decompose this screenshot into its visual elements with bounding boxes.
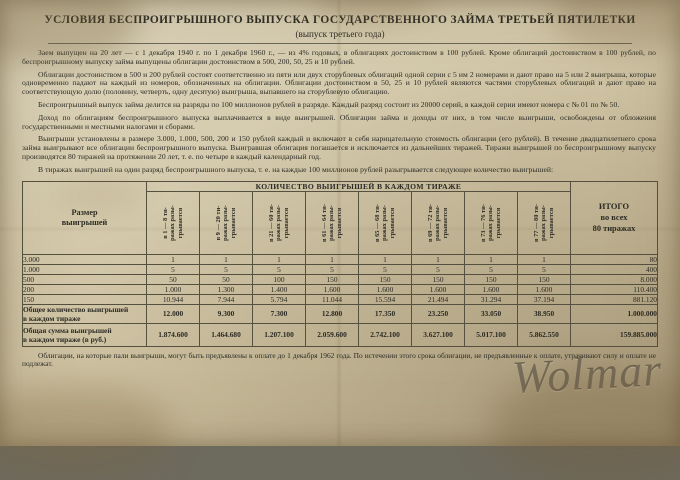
total-count-cell: 38.950 <box>518 304 571 323</box>
prize-count: 15.594 <box>359 294 412 304</box>
total-count-cell: 33.050 <box>465 304 518 323</box>
prize-size: 1.000 <box>23 264 147 274</box>
draw-range-line: в 1 — 8 ти- <box>161 206 169 239</box>
total-sum-cell: 5.862.550 <box>518 323 571 346</box>
prize-count: 1 <box>518 254 571 264</box>
prize-count: 5 <box>518 264 571 274</box>
total-sum-cell: 2.059.600 <box>306 323 359 346</box>
prize-count: 31.294 <box>465 294 518 304</box>
prize-count: 1.300 <box>200 284 253 294</box>
draw-range-line: ражах разы- <box>275 204 283 241</box>
total-count-cell: 17.350 <box>359 304 412 323</box>
paragraph: Выигрыши установлены в размере 3.000, 1.000, 500, 200 и 150 рублей каждый и включают в себя нарицательную стоимость облигации (его рублей). В течение двадцатилетнего срока займа выигрывают все облигации беспроигрышного выпуска. Выигравшая облигация погашается и исключается из дальнейших тиражей. Тиражи выигрышей по беспроигрышному выпуску производятся 80 тиражей на протяжении 20 лет, т. е. по четыре в каждый календарный год. <box>22 134 656 161</box>
prize-count: 1 <box>200 254 253 264</box>
draw-range-line: в 61 — 64 ти- <box>320 203 328 242</box>
draw-range-header-8 <box>518 191 571 254</box>
prize-count: 5 <box>412 264 465 274</box>
prize-size-header-line2: выигрышей <box>61 217 108 227</box>
prize-count: 1 <box>465 254 518 264</box>
draw-range-line: ражах разы- <box>540 204 548 241</box>
prize-count: 1.600 <box>359 284 412 294</box>
total-header-line1: ИТОГО <box>598 202 630 212</box>
draw-range-line: ражах разы- <box>434 204 442 241</box>
total-count-cell: 23.250 <box>412 304 465 323</box>
table-row <box>23 254 658 264</box>
draw-range-line: ражах разы- <box>487 204 495 241</box>
draw-range-line: грывается <box>441 207 449 238</box>
draw-range-header-6 <box>412 191 465 254</box>
document-title: УСЛОВИЯ БЕСПРОИГРЫШНОГО ВЫПУСКА ГОСУДАРСТВЕННОГО ЗАЙМА ТРЕТЬЕЙ ПЯТИЛЕТКИ <box>44 14 636 26</box>
draw-range-line: в 9 — 20 ти- <box>214 205 222 240</box>
total-count-cell: 12.800 <box>306 304 359 323</box>
draw-range-line: ражах разы- <box>328 204 336 241</box>
total-count-label-line2: в каждом тираже <box>23 313 81 323</box>
prize-count: 1 <box>359 254 412 264</box>
table-row <box>23 284 658 294</box>
prize-count: 1 <box>306 254 359 264</box>
draw-range-header-7 <box>465 191 518 254</box>
prize-table <box>22 181 658 347</box>
prize-total: 400 <box>571 264 658 274</box>
prize-count: 5 <box>465 264 518 274</box>
paragraph: Заем выпущен на 20 лет — с 1 декабря 1940 г. по 1 декабря 1960 г., — из 4% годовых, в облигациях достоинством в 100 рублей. Кроме облигаций достоинством в 100 рублей, по беспроигрышному выпуску займа выпущены облигации достоинством в 500, 200, 50, 25 и 10 рублей. <box>22 48 656 66</box>
total-sum-cell: 3.627.100 <box>412 323 465 346</box>
draw-range-line: в 73 — 76 ти- <box>479 203 487 242</box>
prize-count: 1.600 <box>518 284 571 294</box>
prize-count: 1 <box>412 254 465 264</box>
prize-count: 150 <box>306 274 359 284</box>
total-header <box>571 181 658 254</box>
prize-count: 5 <box>306 264 359 274</box>
total-sum-cell: 1.874.600 <box>147 323 200 346</box>
total-header-line3: 80 тиражах <box>592 224 636 234</box>
prize-total: 881.120 <box>571 294 658 304</box>
draw-range-line: грывается <box>388 207 396 238</box>
total-sum-cell: 5.017.100 <box>465 323 518 346</box>
footnote-text: Облигации, на которые пали выигрыши, могут быть предъявлены к оплате до 1 декабря 1962 года. По истечении этого срока облигации, не предъявленные к оплате, утрачивают силу и оплате не подлежат. <box>22 350 656 369</box>
title-divider <box>48 43 632 44</box>
total-sum-label-line1: Общая сумма выигрышей <box>23 325 112 335</box>
prize-size-header-line1: Размер <box>71 207 98 217</box>
prize-count: 1 <box>147 254 200 264</box>
prize-size: 150 <box>23 294 147 304</box>
draw-range-line: в 69 — 72 ти- <box>426 203 434 242</box>
prize-count: 5 <box>147 264 200 274</box>
prize-total: 80 <box>571 254 658 264</box>
prize-total: 8.000 <box>571 274 658 284</box>
draw-range-line: ражах разы- <box>381 204 389 241</box>
draw-range-header-2 <box>200 191 253 254</box>
prize-count: 1.000 <box>147 284 200 294</box>
table-row <box>23 274 658 284</box>
prize-count: 150 <box>518 274 571 284</box>
total-sum-label <box>23 323 147 346</box>
total-sum-cell: 2.742.100 <box>359 323 412 346</box>
intro-text-block <box>22 49 656 175</box>
paragraph: Беспроигрышный выпуск займа делится на разряды по 100 миллионов рублей в разряде. Каждый разряд состоит из 20000 серий, в каждой серии имеют номера с № 01 по № 50. <box>38 99 620 109</box>
prize-count: 1.600 <box>412 284 465 294</box>
draw-range-line: грывается <box>494 207 502 238</box>
prize-count: 5 <box>359 264 412 274</box>
total-sum-cell: 1.207.100 <box>253 323 306 346</box>
document-body <box>14 10 666 438</box>
total-count-label <box>23 304 147 323</box>
prize-count: 5 <box>200 264 253 274</box>
total-count-cell: 9.300 <box>200 304 253 323</box>
prize-count: 11.044 <box>306 294 359 304</box>
total-count-cell: 12.000 <box>147 304 200 323</box>
prize-count: 5 <box>253 264 306 274</box>
draw-range-line: грывается <box>176 207 184 238</box>
total-sum-row <box>23 323 658 346</box>
prize-count: 100 <box>253 274 306 284</box>
paragraph: Доход по облигациям беспроигрышного выпуска выплачивается в виде выигрышей. Облигации займа и доходы от них, в том числе выигрыши, освобождены от обложения государственными и местными налогами и сборами. <box>22 112 656 131</box>
draw-range-line: в 21 — 60 ти- <box>267 203 275 242</box>
draw-range-header-3 <box>253 191 306 254</box>
prize-count: 150 <box>412 274 465 284</box>
prize-count: 1.600 <box>465 284 518 294</box>
draw-range-header-4 <box>306 191 359 254</box>
document-subtitle: (выпуск третьего года) <box>295 29 385 39</box>
footnote-block <box>22 352 656 369</box>
draw-range-header-5 <box>359 191 412 254</box>
paragraph: В тиражах выигрышей на один разряд беспроигрышного выпуска, т. е. на каждые 100 миллионов рублей разыгрывается следующее количество выигрышей: <box>38 164 554 174</box>
prize-count: 50 <box>200 274 253 284</box>
draw-range-line: ражах разы- <box>169 204 177 241</box>
prize-count: 50 <box>147 274 200 284</box>
prize-count: 21.494 <box>412 294 465 304</box>
prize-count: 1.400 <box>253 284 306 294</box>
total-sum-cell: 1.464.680 <box>200 323 253 346</box>
prize-count: 5.794 <box>253 294 306 304</box>
prize-count: 37.194 <box>518 294 571 304</box>
draw-range-line: грывается <box>282 207 290 238</box>
paragraph: Облигации достоинством в 500 и 200 рублей состоят соответственно из пяти или двух сторублевых облигаций одной серии с 5 им 2 номерами и дают право на 5 или 2 выигрыша, которые одновременно падают на каждый из номеров, обозначенных на облигации. Облигации достоинством в 50, 25 и 10 рублей являются частями сторублевых облигаций и дают право на соответствующую долю (половину, четверть, одну десятую) выигрыша, выпавшего на сторублевую облигацию. <box>22 69 656 97</box>
total-sum-label-line2: в каждом тираже (в руб.) <box>23 334 107 344</box>
prize-size: 500 <box>23 274 147 284</box>
prize-count: 1 <box>253 254 306 264</box>
draw-range-line: грывается <box>547 207 555 238</box>
table-row <box>23 264 658 274</box>
prize-count: 10.944 <box>147 294 200 304</box>
table-row <box>23 294 658 304</box>
total-count-row <box>23 304 658 323</box>
prize-count: 1.600 <box>306 284 359 294</box>
total-count-grand: 1.000.000 <box>571 304 658 323</box>
total-header-line2: во всех <box>600 213 628 223</box>
table-header-row <box>23 181 658 191</box>
draw-range-line: грывается <box>335 207 343 238</box>
total-count-label-line1: Общее количество выигрышей <box>23 304 129 314</box>
prize-size: 3.000 <box>23 254 147 264</box>
prize-count: 150 <box>359 274 412 284</box>
draw-range-header-1 <box>147 191 200 254</box>
draw-range-line: ражах разы- <box>222 204 230 241</box>
total-count-cell: 7.300 <box>253 304 306 323</box>
prize-size-header <box>23 181 147 254</box>
prize-total: 110.400 <box>571 284 658 294</box>
draw-range-line: в 77 — 80 ти- <box>532 203 540 242</box>
total-sum-grand: 159.885.000 <box>571 323 658 346</box>
prize-size: 200 <box>23 284 147 294</box>
prize-count: 7.944 <box>200 294 253 304</box>
watermark-text: Wolmar <box>510 344 664 403</box>
draw-range-line: грывается <box>229 207 237 238</box>
prize-count: 150 <box>465 274 518 284</box>
draw-range-line: в 65 — 68 ти- <box>373 203 381 242</box>
draws-header: КОЛИЧЕСТВО ВЫИГРЫШЕЙ В КАЖДОМ ТИРАЖЕ <box>147 181 571 191</box>
